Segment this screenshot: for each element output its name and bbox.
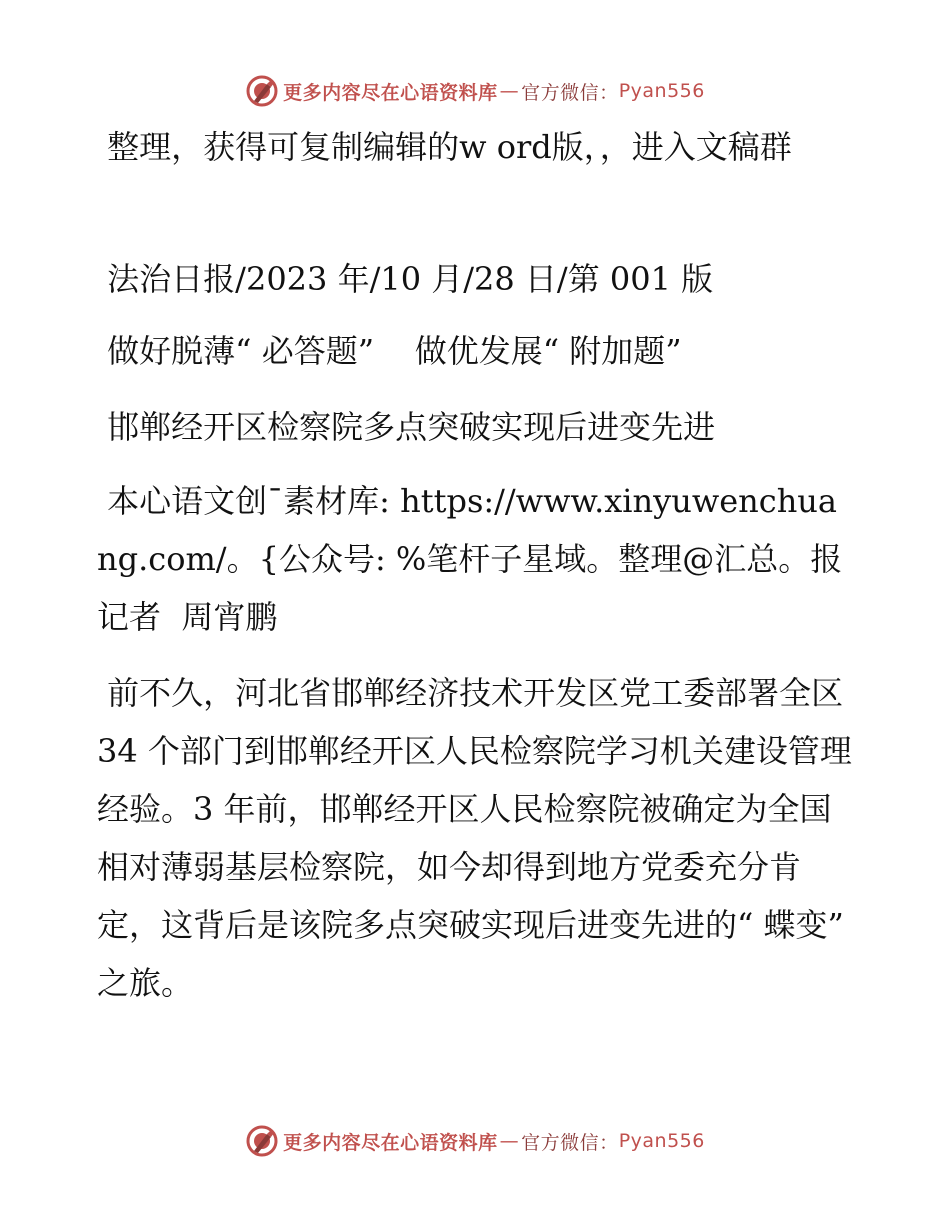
paragraph-article: 前不久，河北省邯郸经济技术开发区党工委部署全区 34 个部门到邯郸经开区人民检察院学习机关建设管理经验。3 年前，邯郸经开区人民检察院被确定为全国相对薄弱基层检察院，如今却得到地方党委充分肯定，这背后是该院多点突破实现后进变先进的“ 蝶变” 之旅。 xyxy=(97,674,855,1002)
banner-dash: — xyxy=(499,1130,520,1152)
paragraph-intro: 整理，获得可复制编辑的w ord版，，进入文稿群 xyxy=(97,128,792,166)
paragraph-subheadline: 邯郸经开区检察院多点突破实现后进变先进 xyxy=(97,408,716,446)
banner-wechat-label: 官方微信： xyxy=(521,1131,619,1154)
paragraph-credits: 本心语文创¯素材库: https://www.xinyuwenchuang.com/。{公众号: %笔杆子星域。整理@汇总。报记者 周宵鹏 xyxy=(97,482,843,636)
banner-text: 更多内容尽在心语资料库 xyxy=(283,1131,498,1154)
banner-wechat-id: Pyan556 xyxy=(618,1130,705,1152)
banner-text: 更多内容尽在心语资料库 xyxy=(283,81,498,104)
banner-wechat-id: Pyan556 xyxy=(618,80,705,102)
banner-wechat-label: 官方微信： xyxy=(521,81,619,104)
header-banner xyxy=(0,74,950,108)
paragraph-source: 法治日报/2023 年/10 月/28 日/第 001 版 xyxy=(97,260,714,298)
banner-dash: — xyxy=(499,80,520,102)
pen-logo-icon xyxy=(245,74,279,108)
footer-banner xyxy=(0,1124,950,1158)
pen-logo-icon xyxy=(245,1124,279,1158)
paragraph-headline: 做好脱薄“ 必答题” 做优发展“ 附加题” xyxy=(97,332,682,370)
